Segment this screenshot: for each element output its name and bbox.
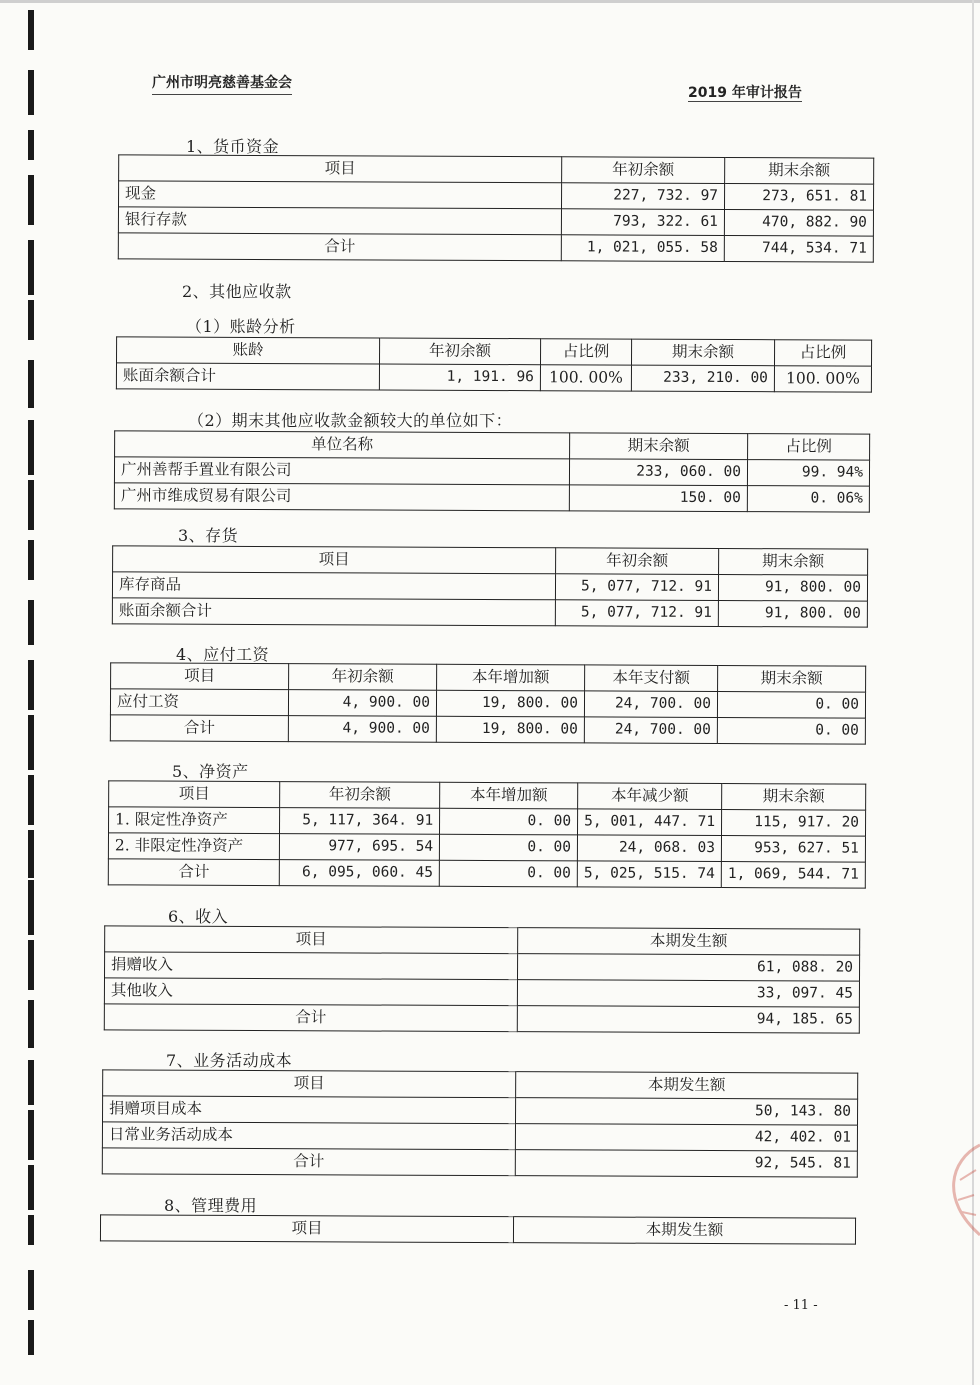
cell: 5, 001, 447. 71 [578, 809, 722, 836]
cell: 470, 882. 90 [724, 209, 873, 236]
col-header: 年初余额 [289, 664, 437, 691]
binding-mark [28, 1320, 34, 1355]
binding-mark [28, 775, 34, 825]
table-row [118, 233, 873, 262]
binding-mark [28, 175, 34, 225]
binding-mark [28, 660, 34, 710]
col-header: 期末余额 [725, 157, 874, 184]
cell: 4, 900. 00 [288, 690, 436, 717]
col-header: 期末余额 [570, 433, 748, 460]
cell: 19, 800. 00 [436, 690, 584, 717]
cell: 24, 700. 00 [584, 717, 717, 744]
binding-mark [28, 480, 34, 530]
table-row [103, 1070, 858, 1099]
table-row [108, 859, 865, 888]
cell: 库存商品 [112, 572, 555, 600]
col-header: 本年增加额 [437, 664, 585, 691]
binding-mark [28, 1060, 34, 1105]
header-report: 2019 年审计报告 [688, 85, 802, 101]
col-header: 年初余额 [380, 338, 541, 365]
binding-mark [28, 240, 34, 295]
section-title-cash: 1、货币资金 [186, 137, 280, 156]
cell: 953, 627. 51 [721, 836, 865, 863]
binding-mark [28, 10, 34, 50]
col-header: 单位名称 [115, 431, 570, 459]
cell: 5, 077, 712. 91 [555, 574, 718, 601]
cell: 0. 00 [440, 808, 578, 835]
cell: 捐赠收入 [105, 952, 518, 980]
section-title-activity-cost: 7、业务活动成本 [166, 1051, 293, 1070]
table-inventory [112, 545, 868, 627]
cell: 91, 800. 00 [718, 600, 867, 627]
table-major-debtors [114, 430, 870, 512]
cell: 0. 00 [439, 860, 577, 887]
cell: 日常业务活动成本 [102, 1122, 515, 1150]
table-net-assets [108, 780, 866, 888]
binding-mark [28, 940, 34, 990]
col-header: 项目 [103, 1070, 516, 1098]
col-header: 项目 [119, 155, 562, 183]
subsection-title-major-debtors: （2）期末其他应收款金额较大的单位如下： [188, 411, 513, 430]
cell: 4, 900. 00 [288, 716, 436, 743]
cell: 92, 545. 81 [515, 1150, 857, 1177]
binding-mark [28, 360, 34, 408]
col-header: 项目 [105, 926, 518, 954]
cell: 2. 非限定性净资产 [108, 833, 279, 860]
section-title-net-assets: 5、净资产 [172, 762, 249, 781]
cell: 合计 [110, 715, 288, 742]
table-row [108, 833, 865, 862]
cell: 其他收入 [104, 978, 517, 1006]
table-income [104, 925, 860, 1033]
cell: 1, 191. 96 [379, 364, 540, 391]
cell: 61, 088. 20 [517, 954, 859, 981]
cell: 233, 210. 00 [631, 365, 774, 392]
binding-mark [28, 1270, 34, 1310]
binding-mark [28, 1215, 34, 1245]
cell: 0. 00 [717, 692, 865, 719]
col-header: 本期发生额 [513, 1217, 855, 1244]
col-header: 占比例 [748, 434, 870, 461]
cell: 银行存款 [118, 207, 561, 235]
table-row [105, 952, 860, 981]
cell: 5, 025, 515. 74 [577, 861, 721, 888]
cell: 233, 060. 00 [569, 459, 747, 486]
cell: 1, 069, 544. 71 [721, 862, 865, 889]
section-title-wages: 4、应付工资 [176, 645, 270, 664]
cell: 合计 [104, 1004, 517, 1032]
binding-mark [28, 830, 34, 878]
binding-mark [28, 1000, 34, 1048]
cell: 合计 [118, 233, 561, 261]
cell: 115, 917. 20 [722, 810, 866, 837]
binding-mark [28, 420, 34, 475]
binding-mark [28, 1165, 34, 1210]
col-header: 期末余额 [719, 548, 868, 575]
cell: 100. 00% [540, 365, 631, 391]
binding-marks [28, 0, 36, 1385]
cell: 1. 限定性净资产 [109, 807, 280, 834]
page-top-edge [0, 0, 980, 3]
table-activity-cost [102, 1069, 858, 1177]
cell: 广州善帮手置业有限公司 [114, 457, 569, 485]
cell: 捐赠项目成本 [103, 1096, 516, 1124]
binding-mark [28, 300, 34, 340]
section-title-inventory: 3、存货 [178, 526, 239, 545]
page-number: - 11 - [784, 1298, 818, 1313]
section-title-income: 6、收入 [168, 907, 229, 926]
table-row [113, 546, 868, 575]
cell: 42, 402. 01 [515, 1124, 857, 1151]
cell: 6, 095, 060. 45 [280, 860, 440, 887]
cell: 19, 800. 00 [436, 716, 584, 743]
binding-mark [28, 880, 34, 935]
table-row [109, 781, 866, 810]
table-row [117, 337, 872, 366]
col-header: 期末余额 [718, 666, 866, 693]
table-cash [118, 154, 874, 262]
table-row [119, 155, 874, 184]
cell: 0. 06% [747, 486, 869, 513]
col-header: 本期发生额 [518, 928, 860, 955]
table-row [110, 715, 865, 744]
cell: 5, 117, 364. 91 [280, 808, 440, 835]
cell: 24, 068. 03 [577, 835, 721, 862]
cell: 99. 94% [747, 460, 869, 487]
cell: 33, 097. 45 [517, 980, 859, 1007]
cell: 50, 143. 80 [515, 1098, 857, 1125]
col-header: 账龄 [117, 337, 380, 364]
cell: 273, 651. 81 [724, 183, 873, 210]
col-header: 项目 [100, 1215, 513, 1243]
section-title-receivables: 2、其他应收款 [182, 282, 292, 301]
cell: 977, 695. 54 [280, 834, 440, 861]
table-row [102, 1122, 857, 1151]
col-header: 期末余额 [722, 784, 866, 811]
cell: 227, 732. 97 [561, 183, 724, 210]
table-aging [116, 336, 872, 392]
cell: 5, 077, 712. 91 [555, 600, 718, 627]
cell: 793, 322. 61 [561, 209, 724, 236]
cell: 合计 [102, 1148, 515, 1176]
col-header: 项目 [111, 663, 289, 690]
binding-mark [28, 130, 34, 160]
table-row [111, 663, 866, 692]
table-row [110, 689, 865, 718]
table-row [112, 572, 867, 601]
table-row [112, 598, 867, 627]
col-header: 年初余额 [556, 548, 719, 575]
col-header: 本年增加额 [440, 782, 578, 809]
table-row [114, 483, 869, 512]
table-row [105, 926, 860, 955]
table-admin-expense [100, 1214, 856, 1244]
cell: 0. 00 [440, 834, 578, 861]
header-underline [688, 101, 802, 102]
col-header: 年初余额 [562, 157, 725, 184]
cell: 24, 700. 00 [584, 691, 717, 718]
header-org: 广州市明亮慈善基金会 [152, 72, 292, 95]
cell: 1, 021, 055. 58 [561, 235, 724, 262]
table-row [109, 807, 866, 836]
table-row [119, 181, 874, 210]
col-header: 本年支付额 [585, 665, 718, 692]
table-row [116, 363, 871, 392]
col-header: 占比例 [774, 340, 871, 366]
col-header: 期末余额 [631, 339, 774, 366]
col-header: 本年减少额 [578, 783, 722, 810]
col-header: 项目 [109, 781, 280, 808]
cell: 广州市维成贸易有限公司 [114, 483, 569, 511]
col-header: 占比例 [540, 339, 631, 365]
col-header: 本期发生额 [516, 1072, 858, 1099]
table-row [115, 431, 870, 460]
col-header: 年初余额 [280, 782, 440, 809]
subsection-title-aging: （1）账龄分析 [186, 317, 296, 336]
cell: 94, 185. 65 [517, 1006, 859, 1033]
binding-mark [28, 600, 34, 645]
table-row [103, 1096, 858, 1125]
table-row [102, 1148, 857, 1177]
cell: 现金 [119, 181, 562, 209]
cell: 744, 534. 71 [724, 235, 873, 262]
binding-mark [28, 715, 34, 770]
table-row [100, 1215, 855, 1244]
table-wages [110, 662, 866, 744]
table-row [114, 457, 869, 486]
binding-mark [28, 70, 34, 115]
binding-mark [28, 540, 34, 580]
cell: 91, 800. 00 [718, 574, 867, 601]
cell: 账面余额合计 [112, 598, 555, 626]
cell: 0. 00 [717, 718, 865, 745]
cell: 账面余额合计 [116, 363, 379, 390]
table-row [118, 207, 873, 236]
table-row [104, 1004, 859, 1033]
cell: 合计 [108, 859, 279, 886]
table-row [104, 978, 859, 1007]
stamp-fragment-icon [930, 1140, 980, 1240]
col-header: 项目 [113, 546, 556, 574]
cell: 150. 00 [569, 485, 747, 512]
cell: 应付工资 [110, 689, 288, 716]
binding-mark [28, 1110, 34, 1160]
cell: 100. 00% [774, 366, 871, 392]
section-title-admin-expense: 8、管理费用 [164, 1196, 258, 1215]
